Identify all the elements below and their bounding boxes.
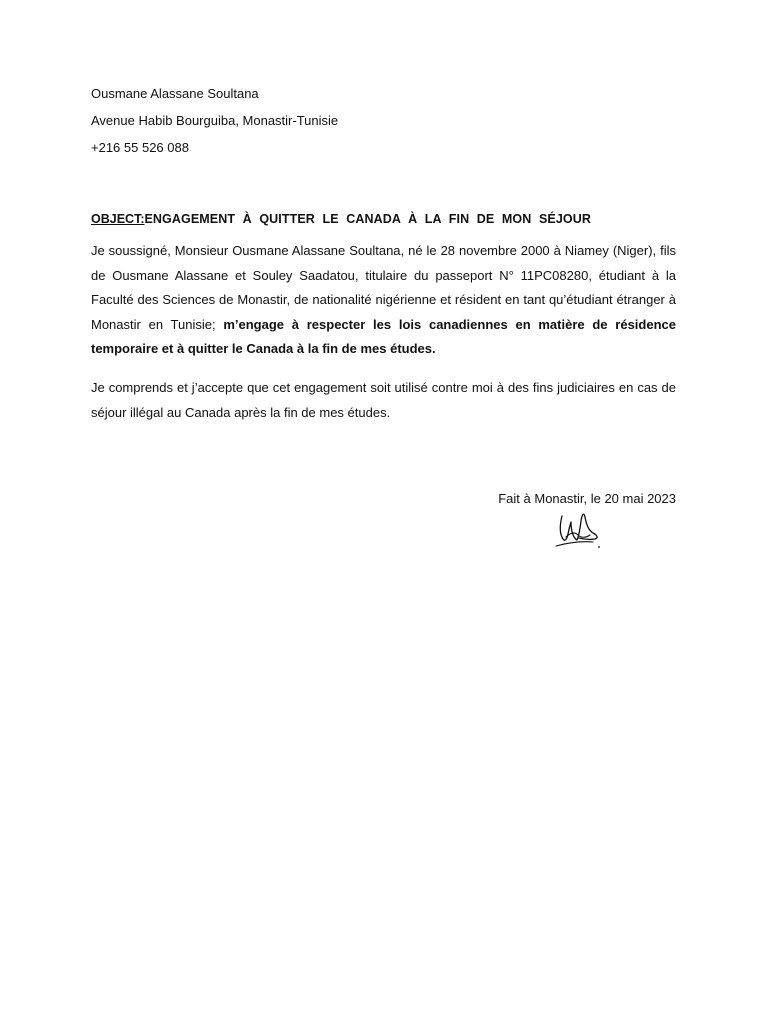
- paragraph-1-regular: Je soussigné, Monsieur Ousmane Alassane Soultana, né le 28 novembre 2000 à Niamey (Niger), fils de Ousmane Alassane et Souley Saadatou, titulaire du passeport N° 11PC08280, étudiant à la Faculté des Sciences de Monastir, de nationalité nigérienne et résident en tant qu’étudiant étranger à Monastir en Tunisie;: [91, 243, 676, 332]
- sender-address: Avenue Habib Bourguiba, Monastir-Tunisie: [91, 113, 339, 128]
- object-text: ENGAGEMENT À QUITTER LE CANADA À LA FIN DE MON SÉJOUR: [144, 212, 591, 226]
- object-line: [91, 211, 591, 227]
- sender-name: Ousmane Alassane Soultana: [91, 86, 259, 101]
- sender-block: [91, 84, 491, 165]
- signature-icon: [553, 508, 605, 552]
- body-paragraph-2: Je comprends et j’accepte que cet engagement soit utilisé contre moi à des fins judiciaires en cas de séjour illégal au Canada après la fin de mes études.: [91, 380, 676, 420]
- sender-phone: +216 55 526 088: [91, 140, 189, 155]
- paragraph-1-commitment: m’engage à respecter les lois canadiennes en matière de résidence temporaire et à quitter le Canada à la fin de mes études.: [91, 316, 676, 356]
- body-paragraph-1: [91, 239, 676, 362]
- object-label: OBJECT:: [91, 212, 145, 226]
- closing-place-date: Fait à Monastir, le 20 mai 2023: [498, 491, 676, 506]
